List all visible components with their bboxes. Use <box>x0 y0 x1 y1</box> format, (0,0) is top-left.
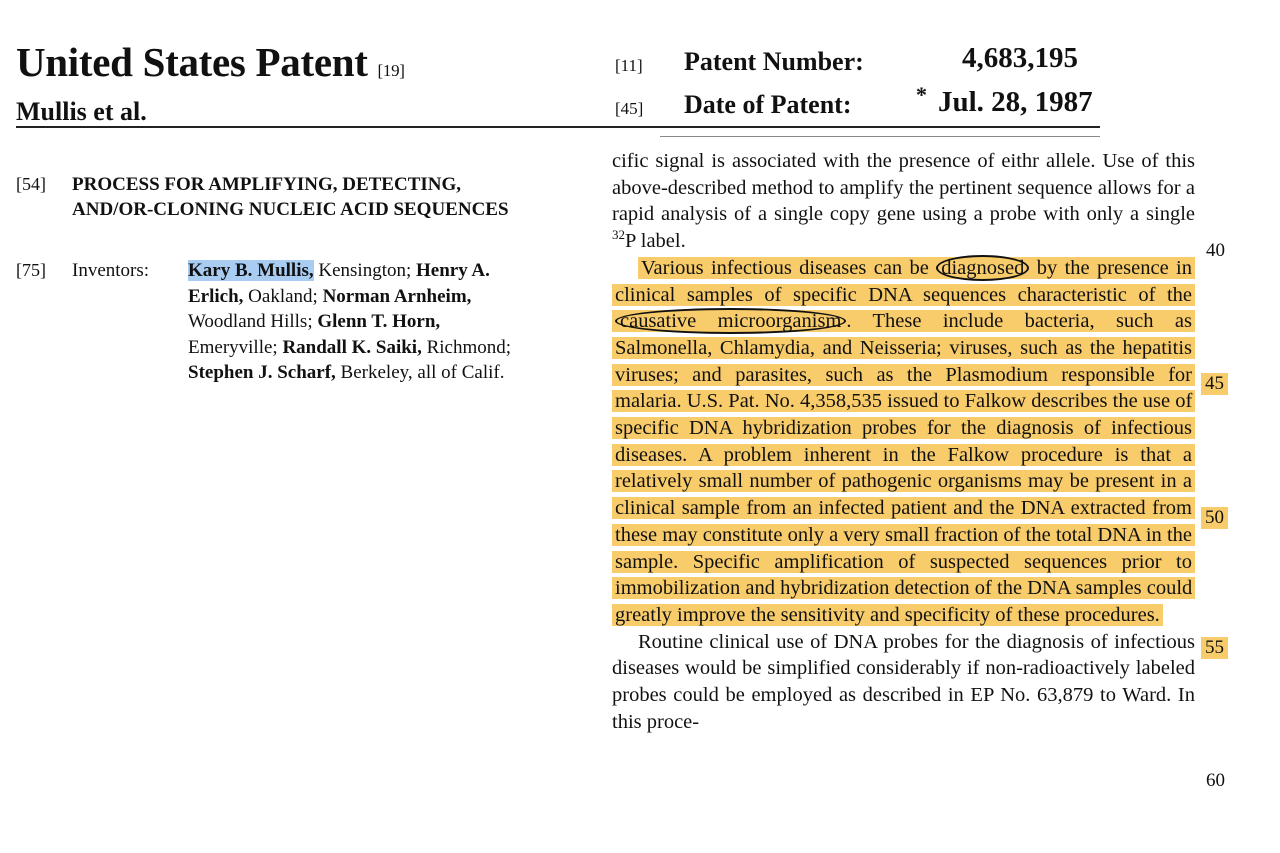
paragraph-2-highlighted <box>612 255 1195 629</box>
inventors-label: Inventors: <box>72 260 150 281</box>
inventor-name: Glenn T. Horn, <box>317 311 441 332</box>
isotope-superscript: 32 <box>612 227 625 243</box>
highlight-span <box>612 257 1195 626</box>
inventor-name: Norman Arnheim, <box>322 285 472 307</box>
inventor-name-selected[interactable]: Kary B. Mullis, <box>188 260 314 281</box>
header-subrule <box>660 136 1100 137</box>
inventor-name: Stephen J. Scharf, <box>188 362 336 383</box>
line-number-40: 40 <box>1206 240 1225 261</box>
inventor-place: Richmond; <box>421 336 512 358</box>
inventor-list <box>188 258 533 386</box>
patent-date: Jul. 28, 1987 <box>938 86 1093 118</box>
line-number-50: 50 <box>1201 507 1228 529</box>
line-number-60: 60 <box>1206 770 1225 791</box>
paragraph-1-end: P label. <box>625 230 686 253</box>
line-number-55: 55 <box>1201 637 1228 659</box>
inventor-place: Berkeley, all of Calif. <box>335 362 505 383</box>
patent-title-text: United States Patent <box>16 39 368 85</box>
date-star: * <box>916 82 927 107</box>
inventor-place: Emeryville; <box>188 336 283 358</box>
paragraph-1-text: cific signal is associated with the presence of eithr allele. Use of this above-described method to amplify the pertinent sequence allows for a rapid analysis of a single copy gene using a probe with only a single <box>612 150 1195 226</box>
inventor-place: Woodland Hills; <box>188 311 318 332</box>
paragraph-1 <box>612 148 1195 255</box>
circled-phrase-causative-microorganism: causative microorganism <box>615 308 846 334</box>
section-54 <box>16 172 536 222</box>
patent-number-code: [11] <box>615 56 643 75</box>
invention-title: PROCESS FOR AMPLIFYING, DETECTING, AND/OR-CLONING NUCLEIC ACID SEQUENCES <box>72 174 509 220</box>
line-number-45: 45 <box>1201 373 1228 395</box>
paragraph-2-a: Various infectious diseases can be <box>641 256 937 279</box>
description-column <box>612 148 1195 735</box>
paragraph-2-c: . These include bacteria, such as Salmonella, Chlamydia, and Neisseria; viruses, such as the hepatitis viruses; and parasites, such as the Plasmodium responsible for malaria. U.S. Pat. No. 4,358,535 issued to Falkow describes the use of specific DNA hybridization probes for the diagnosis of infectious diseases. A problem inherent in the Falkow procedure is that a relatively small number of pathogenic organisms may be present in a clinical sample from an infected patient and the DNA extracted from these may constitute only a very small fraction of the total DNA in the sample. Specific amplification of suspected sequences prior to immobilization and hybridization detection of the DNA samples could greatly improve the sensitivity and specificity of these procedures. <box>615 310 1193 626</box>
header-rule <box>16 126 1100 128</box>
patent-title <box>16 38 405 86</box>
circled-word-diagnosed: diagnosed <box>936 255 1029 281</box>
patent-number-label: Patent Number: <box>684 47 864 76</box>
inventor-place: Kensington; <box>313 260 417 281</box>
paragraph-2-b: by the presence in clinical samples of specific DNA sequences characteristic of the <box>615 256 1192 306</box>
inventor-name: Henry A. Erlich, <box>188 260 490 307</box>
authors: Mullis et al. <box>16 97 147 126</box>
section-54-code: [54] <box>16 174 46 194</box>
patent-number: 4,683,195 <box>962 42 1078 74</box>
title-code: [19] <box>377 61 405 80</box>
date-label: Date of Patent: <box>684 90 852 119</box>
paragraph-3: Routine clinical use of DNA probes for the diagnosis of infectious diseases would be simplified considerably if non-radioactively labeled probes could be employed as described in EP No. 63,879 to Ward. In this proce- <box>612 630 1195 733</box>
inventor-name: Randall K. Saiki, <box>282 336 422 358</box>
section-75-code: [75] <box>16 260 46 280</box>
date-code: [45] <box>615 99 644 118</box>
inventor-place: Oakland; <box>243 285 323 307</box>
